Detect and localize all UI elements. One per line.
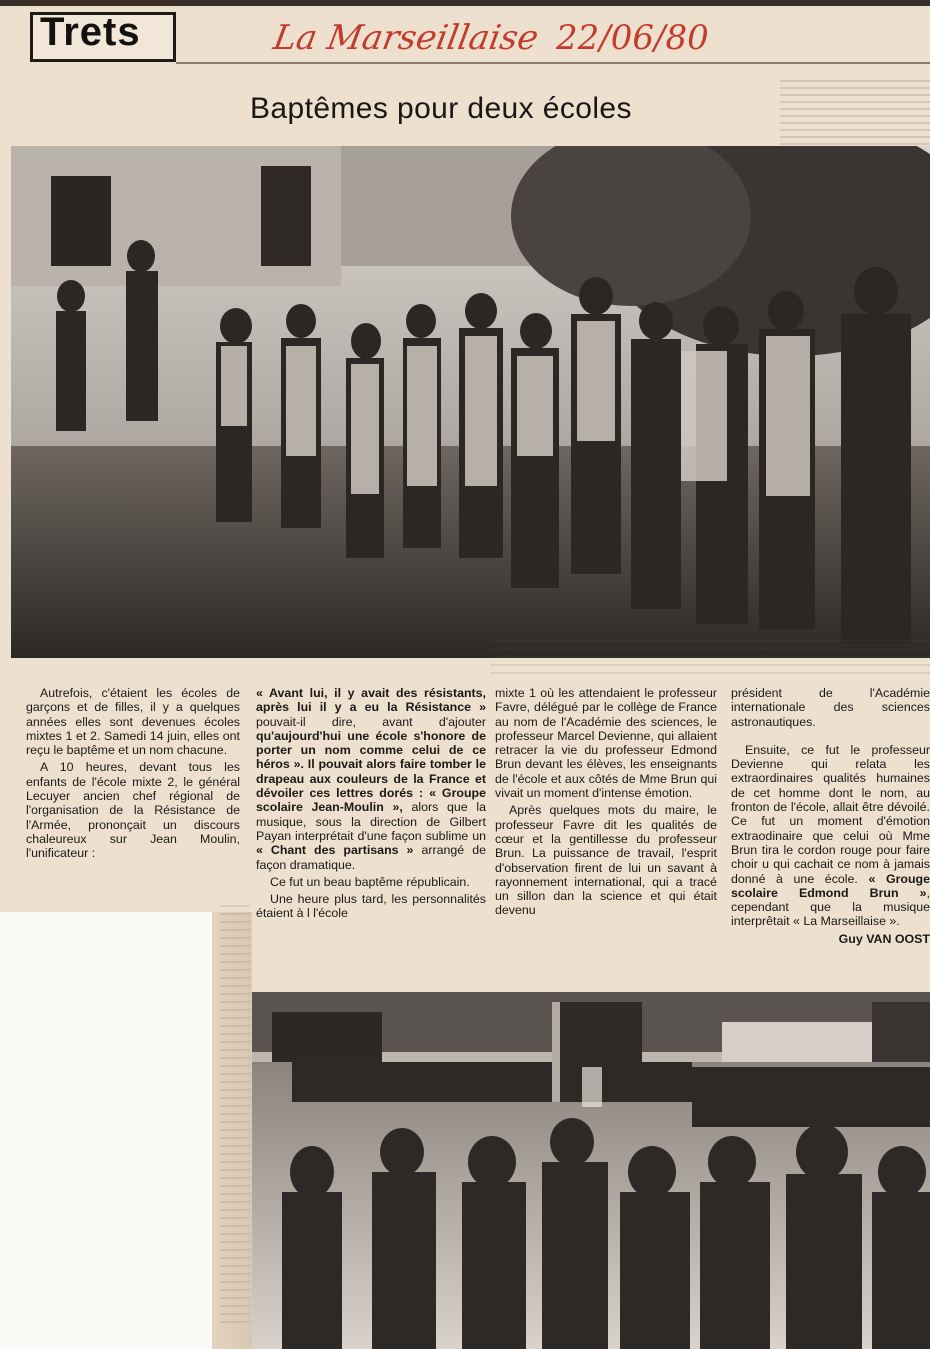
- photo-children-image: [11, 146, 930, 658]
- bleed-through-text: [780, 80, 930, 150]
- bleed-through-text: [220, 905, 250, 1325]
- quote-bold: « Grouge scolaire Edmond Brun »: [731, 871, 930, 900]
- top-rule: [0, 0, 930, 6]
- paragraph: [731, 743, 930, 929]
- text-run: Ensuite, ce fut le professeur Devienne qui relata les extraordinaires qualités humaines de cet homme dont le nom, au fronton de l'école, allait être dévoilé. Ce fut un moment d'émotion extraodinaire que celui où Mme Brun tira le cordon rouge pour faire choir u qui cachait ce nom à jamais donné à une école.: [731, 742, 930, 886]
- paragraph: mixte 1 où les attendaient le professeur Favre, délégué par le collège de France au nom de l'Académie des sciences, le professeur Marcel Devienne, qui allaient retracer la vie du professeur Edmond Brun devant les élèves, les enseignants de l'école et aux côtés de Mme Brun qui vivait un moment d'intense émotion.: [495, 686, 717, 801]
- article-headline: Baptêmes pour deux écoles: [250, 92, 632, 125]
- scan-background: [0, 912, 212, 1349]
- photo-children-ceremony: [11, 146, 930, 658]
- paragraph: [256, 686, 486, 872]
- quote-bold: qu'aujourd'hui une école s'honore de porter un nom comme celui de ce héros ». Il pouvait alors faire tomber le drapeau aux couleurs de la France et dévoiler ces lettres dorés : « Groupe scolaire Jean-Moulin »,: [256, 728, 486, 815]
- article-column-2: [256, 686, 486, 924]
- bleed-through-text: [490, 640, 930, 680]
- text-run: pouvait-il dire, avant d'ajouter: [256, 714, 486, 729]
- paragraph: Une heure plus tard, les personnalités étaient à l l'école: [256, 892, 486, 921]
- article-column-3: [495, 686, 717, 921]
- text-run: , cependant que la musique interprêtait « La Marseillaise ».: [731, 885, 930, 929]
- handwritten-date: 22/06/80: [556, 18, 709, 58]
- quote-bold: « Chant des partisans »: [256, 843, 414, 858]
- paragraph: Ce fut un beau baptême républicain.: [270, 874, 470, 889]
- paragraph: président de l'Académie internationale des sciences astronautiques.: [731, 686, 930, 729]
- paragraph: A 10 heures, devant tous les enfants de l'école mixte 2, le général Lecuyer ancien chef régional de l'organisation de la Résistance de l'Armée, prononçait un discours chaleureux sur Jean Moulin, l'unificateur :: [26, 760, 240, 861]
- text-run: arrangé de façon dramatique.: [256, 843, 486, 872]
- byline: Guy VAN OOST: [838, 931, 930, 946]
- paragraph: Autrefois, c'étaient les écoles de garçons et de filles, il y a quelques années elles sont devenues écoles mixtes 1 et 2. Samedi 14 juin, elles ont reçu le baptême et un nom chacune.: [26, 686, 240, 758]
- photo-school-courtyard: [252, 992, 930, 1349]
- header-rule: [176, 62, 930, 64]
- article-column-4: [731, 686, 930, 946]
- photo-courtyard-image: [252, 992, 930, 1349]
- handwritten-publication: La Marseillaise: [270, 18, 542, 58]
- section-title: Trets: [40, 10, 141, 54]
- article-column-1: [26, 686, 240, 864]
- quote-bold: « Avant lui, il y avait des résistants, après lui il y a eu la Résistance »: [256, 686, 486, 715]
- text-run: alors que la musique, sous la direction de Gilbert Payan interprétait d'une façon sublime un: [256, 800, 486, 843]
- paragraph: Après quelques mots du maire, le professeur Favre dit les qualités de cœur et la gentillesse du professeur Brun. La puissance de travail, l'esprit d'observation firent de lui un savant à rayonnement international, qui a tracé un sillon dan la science et qui était devenu: [495, 803, 717, 918]
